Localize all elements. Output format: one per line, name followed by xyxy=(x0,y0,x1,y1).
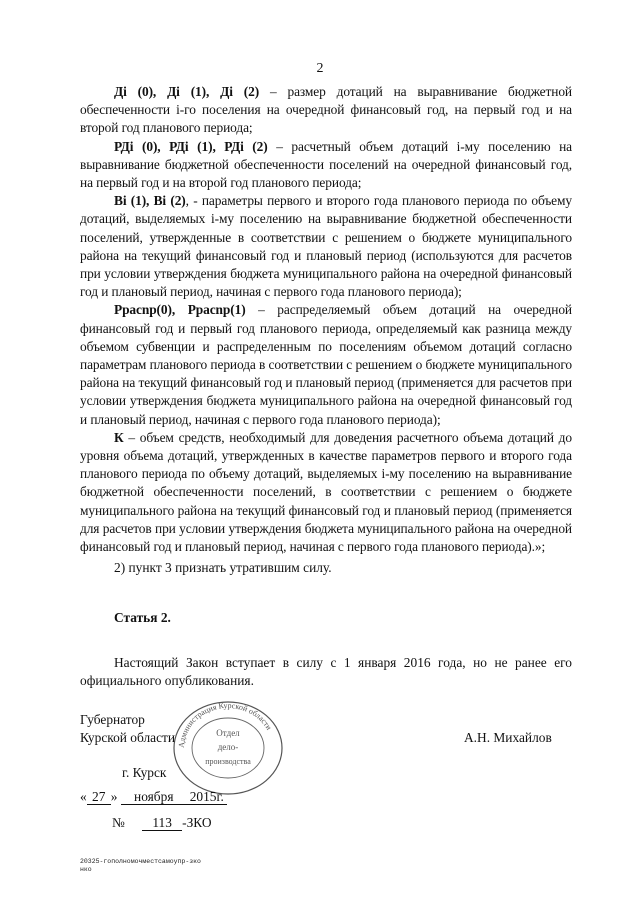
signatory-title-line1: Губернатор xyxy=(80,712,145,727)
footer-line1: 20325-гополномочместсамоупр-зко xyxy=(80,858,201,865)
stamp-ring-text: Администрация Курской области xyxy=(176,700,274,749)
term-k: К xyxy=(114,429,124,445)
stamp-center-line3: производства xyxy=(205,757,251,766)
date-open-quote: « xyxy=(80,789,87,804)
signatory-title-line2: Курской области xyxy=(80,730,176,745)
number-value: 113 xyxy=(142,815,182,831)
stamp-center-line1: Отдел xyxy=(216,728,240,738)
paragraph-b xyxy=(80,192,572,301)
date-month: ноября xyxy=(121,789,187,805)
definition-rd: – расчетный объем дотаций i-му поселению на выравнивание бюджетной обеспеченности поселений на очередной финансовый год, на первый год и на второй год планового периода; xyxy=(80,138,572,191)
paragraph-r xyxy=(80,301,572,428)
term-r: Ррасnр(0), Ррасnр(1) xyxy=(114,302,246,318)
article-heading: Статья 2. xyxy=(114,610,171,626)
definition-d: – размер дотаций на выравнивание бюджетной обеспеченности i-го поселения на очередной финансовый год, на первый год и на второй год планового периода; xyxy=(80,84,573,136)
definition-r: – распределяемый объем дотаций на очередной финансовый год и первый год планового периода, определяемый как разница между объемом субвенции и распределенным по поселениям объемом дотаций согласно параметрам планового периода в соответствии с решением о бюджете муниципального района на текущий финансовый год и плановый период (применяется для расчетов при условии утверждения бюджета муниципального района на очередной финансовый год и плановый период, начиная с первого года планового периода); xyxy=(80,302,572,427)
term-b: Вi (1), Вi (2) xyxy=(114,193,186,209)
footer-file-reference xyxy=(80,858,220,874)
item-2: 2) пункт 3 признать утратившим силу. xyxy=(114,560,332,576)
date-day: 27 xyxy=(87,789,111,805)
page-number: 2 xyxy=(316,61,324,76)
number-suffix: -ЗКО xyxy=(182,815,212,830)
signature-date xyxy=(80,789,227,805)
document-body xyxy=(80,83,572,690)
number-prefix: № xyxy=(112,815,125,830)
paragraph-d xyxy=(80,83,572,138)
footer-line2: нко xyxy=(80,866,92,873)
signatory-name: А.Н. Михайлов xyxy=(464,730,552,745)
stamp-center-line2: дело- xyxy=(217,742,239,752)
term-rd: РДi (0), РДi (1), РДi (2) xyxy=(114,138,268,154)
official-stamp xyxy=(170,700,286,796)
date-year: 2015г. xyxy=(187,789,227,805)
paragraph-rd xyxy=(80,138,572,193)
paragraph-k xyxy=(80,429,572,556)
closing-text: Настоящий Закон вступает в силу с 1 января 2016 года, но не ранее его официального опубликования. xyxy=(80,654,572,688)
law-number xyxy=(112,815,212,831)
definition-k: – объем средств, необходимый для доведения расчетного объема дотаций до уровня объема дотаций, утвержденных в качестве параметров первого и второго года планового периода по объему дотаций, выделяемых i-му поселению на выравнивание бюджетной обеспеченности поселений, в соответствии с решением о бюджете муниципального района на текущий финансовый год и плановый период (применяется для расчетов при условии утверждения бюджета муниципального района на очередной финансовый год и плановый период, начиная с первого года планового периода).»; xyxy=(80,429,572,555)
date-close-quote: » xyxy=(110,789,118,804)
signature-city: г. Курск xyxy=(122,765,167,780)
definition-b: , - параметры первого и второго года планового периода по объему дотаций, выделяемых i-му поселению на выравнивание бюджетной обеспеченности поселений, утвержденные в соответствии с решением о бюджете муниципального района на текущий финансовый год и плановый период (используются для расчетов при условии утверждения бюджета муниципального района на очередной финансовый год и плановый период, начиная с первого года планового периода); xyxy=(80,193,572,300)
term-d: Дi (0), Дi (1), Дi (2) xyxy=(114,84,260,99)
